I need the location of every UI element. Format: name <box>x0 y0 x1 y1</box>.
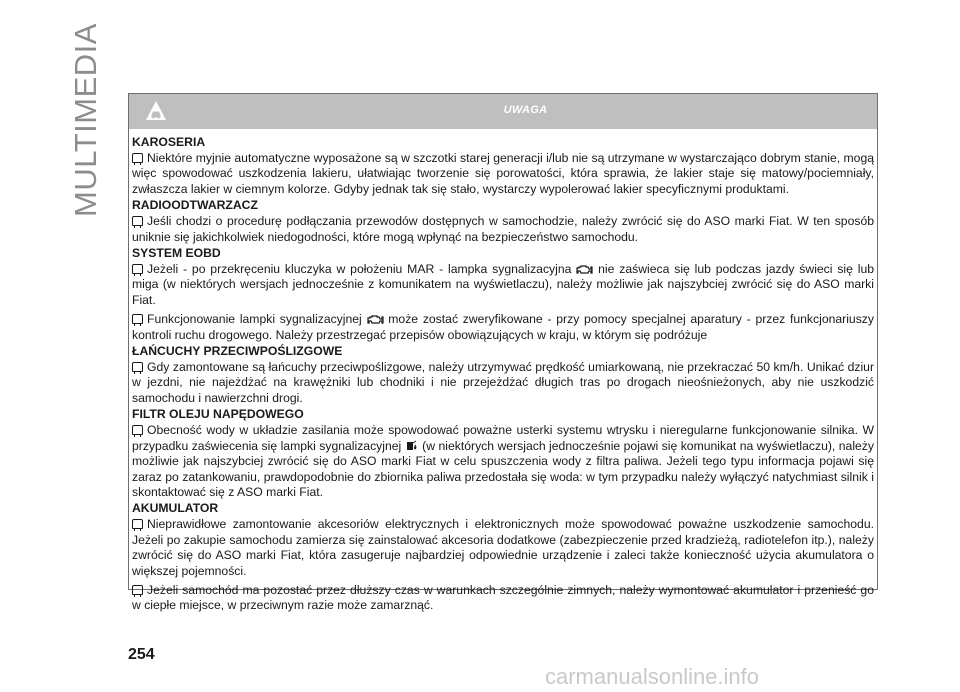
paragraph-text: może zostać zweryfikowane - przy pomocy specjalnej aparatury - przez funkcjonariuszy kontroli ruchu drogowego. Należy przestrzegać przepisów obowiązujących w kraju, w którym się podróżuje <box>132 312 874 342</box>
section-paragraph <box>132 423 874 500</box>
section-heading: AKUMULATOR <box>132 501 219 516</box>
warning-header <box>129 94 877 129</box>
lock-bullet-icon <box>132 425 143 435</box>
paragraph-text: Niektóre myjnie automatyczne wyposażone są w szczotki starej generacji i/lub nie są utrzymane w wystarczająco dobrym stanie, mogą więc spowodować uszkodzenia lakieru, ułatwiając tworzenie się porowatości, która sprawia, że lakier staje się matowy/pociemniały, zwłaszcza lakier w ciemnym kolorze. Gdyby jednak tak się stało, wystarczy wypolerować lakier specyficznymi produktami. <box>132 151 874 196</box>
water-in-fuel-icon <box>405 440 419 452</box>
lock-bullet-icon <box>132 362 143 372</box>
warning-sections <box>132 134 874 614</box>
lock-bullet-icon <box>132 216 143 226</box>
lock-bullet-icon <box>132 264 143 274</box>
lock-bullet-icon <box>132 153 143 163</box>
section-paragraph <box>132 517 874 579</box>
section-paragraph <box>132 214 874 245</box>
section-paragraph <box>132 262 874 308</box>
paragraph-text: Jeżeli - po przekręceniu kluczyka w położeniu MAR - lampka sygnalizacyjna <box>147 262 572 277</box>
section-paragraph <box>132 151 874 197</box>
section-heading: KAROSERIA <box>132 135 206 149</box>
engine-warning-icon <box>367 314 384 325</box>
section-heading: RADIOODTWARZACZ <box>132 198 258 213</box>
paragraph-text: Gdy zamontowane są łańcuchy przeciwpoślizgowe, należy utrzymywać prędkość umiarkowaną, nie przekraczać 50 km/h. Unikać dziur w jezdni, nie najeżdżać na krawężniki lub chodniki i nie przejeżdżać długich tras po drogach nieośnieżonych, aby nie uszkodzić samochodu i nawierzchni drogi. <box>132 360 874 405</box>
paragraph-text: nie zaświeca się lub podczas jazdy świeci się lub miga (w niektórych wersjach jednocześnie z komunikatem na wyświetlaczu), należy możliwie jak najszybciej zwrócić się do ASO marki Fiat. <box>132 262 875 307</box>
section-heading: FILTR OLEJU NAPĘDOWEGO <box>132 407 304 422</box>
section-paragraph <box>132 583 874 614</box>
lock-bullet-icon <box>132 585 143 595</box>
paragraph-text: Jeżeli samochód ma pozostać przez dłuższy czas w warunkach szczególnie zimnych, należy wymontować akumulator i przenieść go w ciepłe miejsce, w przeciwnym razie może zamarznąć. <box>132 582 874 613</box>
page-number: 254 <box>128 646 155 663</box>
paragraph-text: Jeśli chodzi o procedurę podłączania przewodów dostępnych w samochodzie, należy zwrócić się do ASO marki Fiat. W ten sposób uniknie się jakichkolwiek niedogodności, które mogą wpłynąć na bezpieczeństwo samochodu. <box>132 214 874 244</box>
watermark: carmanualsonline.info <box>545 664 760 689</box>
paragraph-text: Obecność wody w układzie zasilania może spowodować poważne usterki systemu wtrysku i nieregularne funkcjonowanie silnika. W przypadku zaświecenia się lampki sygnalizacyjnej <box>132 423 874 453</box>
lock-bullet-icon <box>132 519 143 529</box>
warning-content <box>129 129 877 614</box>
section-paragraph <box>132 312 874 343</box>
paragraph-text: Nieprawidłowe zamontowanie akcesoriów elektrycznych i elektronicznych może spowodować poważne uszkodzenie samochodu. Jeżeli po zakupie samochodu zamierza się zainstalować akcesoria dodatkowe (zabezpieczenie przed kradzieżą, radiotelefon itp.), należy zwrócić się do ASO marki Fiat, która zasugeruje najbardziej odpowiednie urządzenie i zaleci także konieczność użycia akumulatora o większej pojemności. <box>132 517 874 578</box>
section-paragraph <box>132 360 874 406</box>
section-heading: SYSTEM EOBD <box>132 246 221 261</box>
paragraph-text: Funkcjonowanie lampki sygnalizacyjnej <box>147 312 362 327</box>
section-side-label-text: MULTIMEDIA <box>68 23 104 217</box>
section-heading: ŁAŃCUCHY PRZECIWPOŚLIZGOWE <box>132 344 343 359</box>
lock-bullet-icon <box>132 314 143 324</box>
engine-warning-icon <box>576 264 593 275</box>
section-side-label <box>68 23 104 217</box>
warning-box <box>128 93 878 613</box>
warning-title: UWAGA <box>503 104 548 116</box>
paragraph-text: (w niektórych wersjach jednocześnie pojawi się komunikat na wyświetlaczu), należy możliwie jak najszybciej zwrócić się do ASO marki Fiat w celu spuszczenia wody z filtra paliwa. Jeżeli tego typu informacja pojawi się zaraz po zatankowaniu, prawdopodobnie do zbiornika paliwa przedostała się woda: w tym przypadku należy wyłączyć natychmiast silnik i skontaktować się z ASO marki Fiat. <box>132 438 874 499</box>
